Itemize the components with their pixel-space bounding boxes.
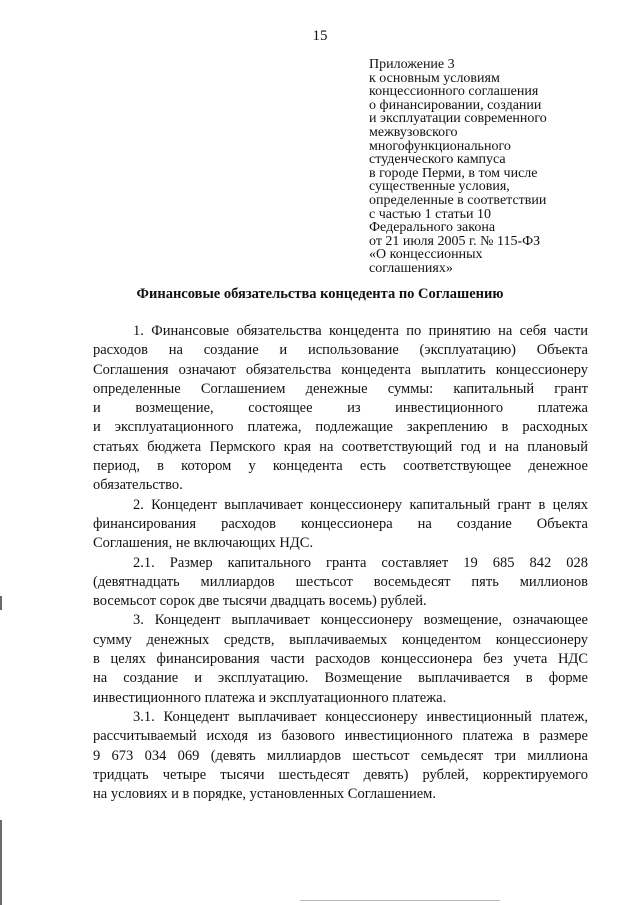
text-line: определенные Соглашением денежные суммы: капитальный грант: [93, 380, 588, 397]
appendix-line: Приложение 3: [369, 57, 455, 72]
text-line: расходов на создание и использование (эксплуатацию) Объекта: [93, 342, 588, 359]
paragraph-3-1: [93, 708, 588, 804]
text-line: Соглашения, не включающих НДС.: [93, 535, 314, 552]
appendix-line: определенные в соответствии: [369, 192, 547, 208]
text-line: и эксплуатационного платежа, подлежащие закреплению в расходных: [93, 419, 588, 436]
appendix-line: многофункционального: [369, 138, 511, 154]
appendix-line: с частью 1 статьи 10: [369, 206, 491, 222]
text-line: тридцать четыре тысячи шестьдесят девять) рублей, корректируемого: [93, 766, 588, 783]
text-line: восемьсот сорок две тысячи двадцать восемь) рублей.: [93, 593, 427, 610]
paragraph-2-1: [93, 554, 588, 612]
text-line: (девятнадцать миллиардов шестьсот восемьдесят пять миллионов: [93, 573, 588, 590]
text-line: на условиях и в порядке, установленных Соглашением.: [93, 786, 436, 803]
scan-edge-mark: [0, 596, 2, 610]
appendix-line: Федерального закона: [369, 220, 496, 236]
text-line: 3. Концедент выплачивает концессионеру возмещение, означающее: [133, 612, 588, 629]
text-line: на создание и эксплуатацию. Возмещение выплачивается в форме: [93, 670, 588, 687]
text-line: период, в котором у концедента есть соответствующее денежное: [93, 458, 588, 475]
text-line: 1. Финансовые обязательства концедента по принятию на себя части: [133, 323, 588, 339]
text-line: инвестиционного платежа и эксплуатационного платежа.: [93, 689, 447, 706]
text-line: рассчитываемый исходя из базового инвестиционного платежа в размере: [93, 728, 588, 745]
appendix-header: [369, 58, 619, 276]
appendix-line: и эксплуатации современного: [369, 111, 547, 127]
appendix-line: соглашениях»: [369, 260, 453, 276]
text-line: сумму денежных средств, выплачиваемых концедентом концессионеру: [93, 631, 588, 648]
text-line: 9 673 034 069 (девять миллиардов шестьсот семьдесят три миллиона: [93, 747, 588, 764]
scan-edge-mark: [300, 900, 500, 901]
appendix-line: от 21 июля 2005 г. № 115-ФЗ: [369, 233, 541, 249]
appendix-line: «О концессионных: [369, 247, 483, 263]
text-line: обязательство.: [93, 477, 183, 494]
appendix-line: студенческого кампуса: [369, 152, 506, 168]
appendix-line: существенные условия,: [369, 179, 510, 195]
paragraph-2: [93, 496, 588, 554]
text-line: 2. Концедент выплачивает концессионеру капитальный грант в целях: [133, 496, 588, 513]
text-line: 3.1. Концедент выплачивает концессионеру инвестиционный платеж,: [133, 708, 588, 725]
paragraph-1: [93, 322, 588, 496]
text-line: статьях бюджета Пермского края на соответствующий год и на плановый: [93, 438, 588, 455]
text-line: 2.1. Размер капитального гранта составляет 19 685 842 028: [133, 554, 588, 571]
text-line: финансирования расходов концессионера на создание Объекта: [93, 515, 588, 532]
document-body: [93, 322, 588, 804]
page-number: 15: [312, 28, 328, 44]
paragraph-3: [93, 611, 588, 707]
appendix-line: к основным условиям: [369, 70, 500, 86]
text-line: Соглашения означают обязательства концедента выплатить концессионеру: [93, 361, 588, 378]
document-title: Финансовые обязательства концедента по Соглашению: [136, 286, 504, 302]
scan-edge-mark: [0, 820, 2, 905]
appendix-line: межвузовского: [369, 124, 458, 140]
appendix-line: в городе Перми, в том числе: [369, 165, 538, 181]
appendix-line: концессионного соглашения: [369, 84, 539, 100]
text-line: в целях финансирования части расходов концессионера без учета НДС: [93, 651, 588, 668]
text-line: и возмещение, состоящее из инвестиционного платежа: [93, 400, 588, 417]
appendix-line: о финансировании, создании: [369, 97, 542, 113]
